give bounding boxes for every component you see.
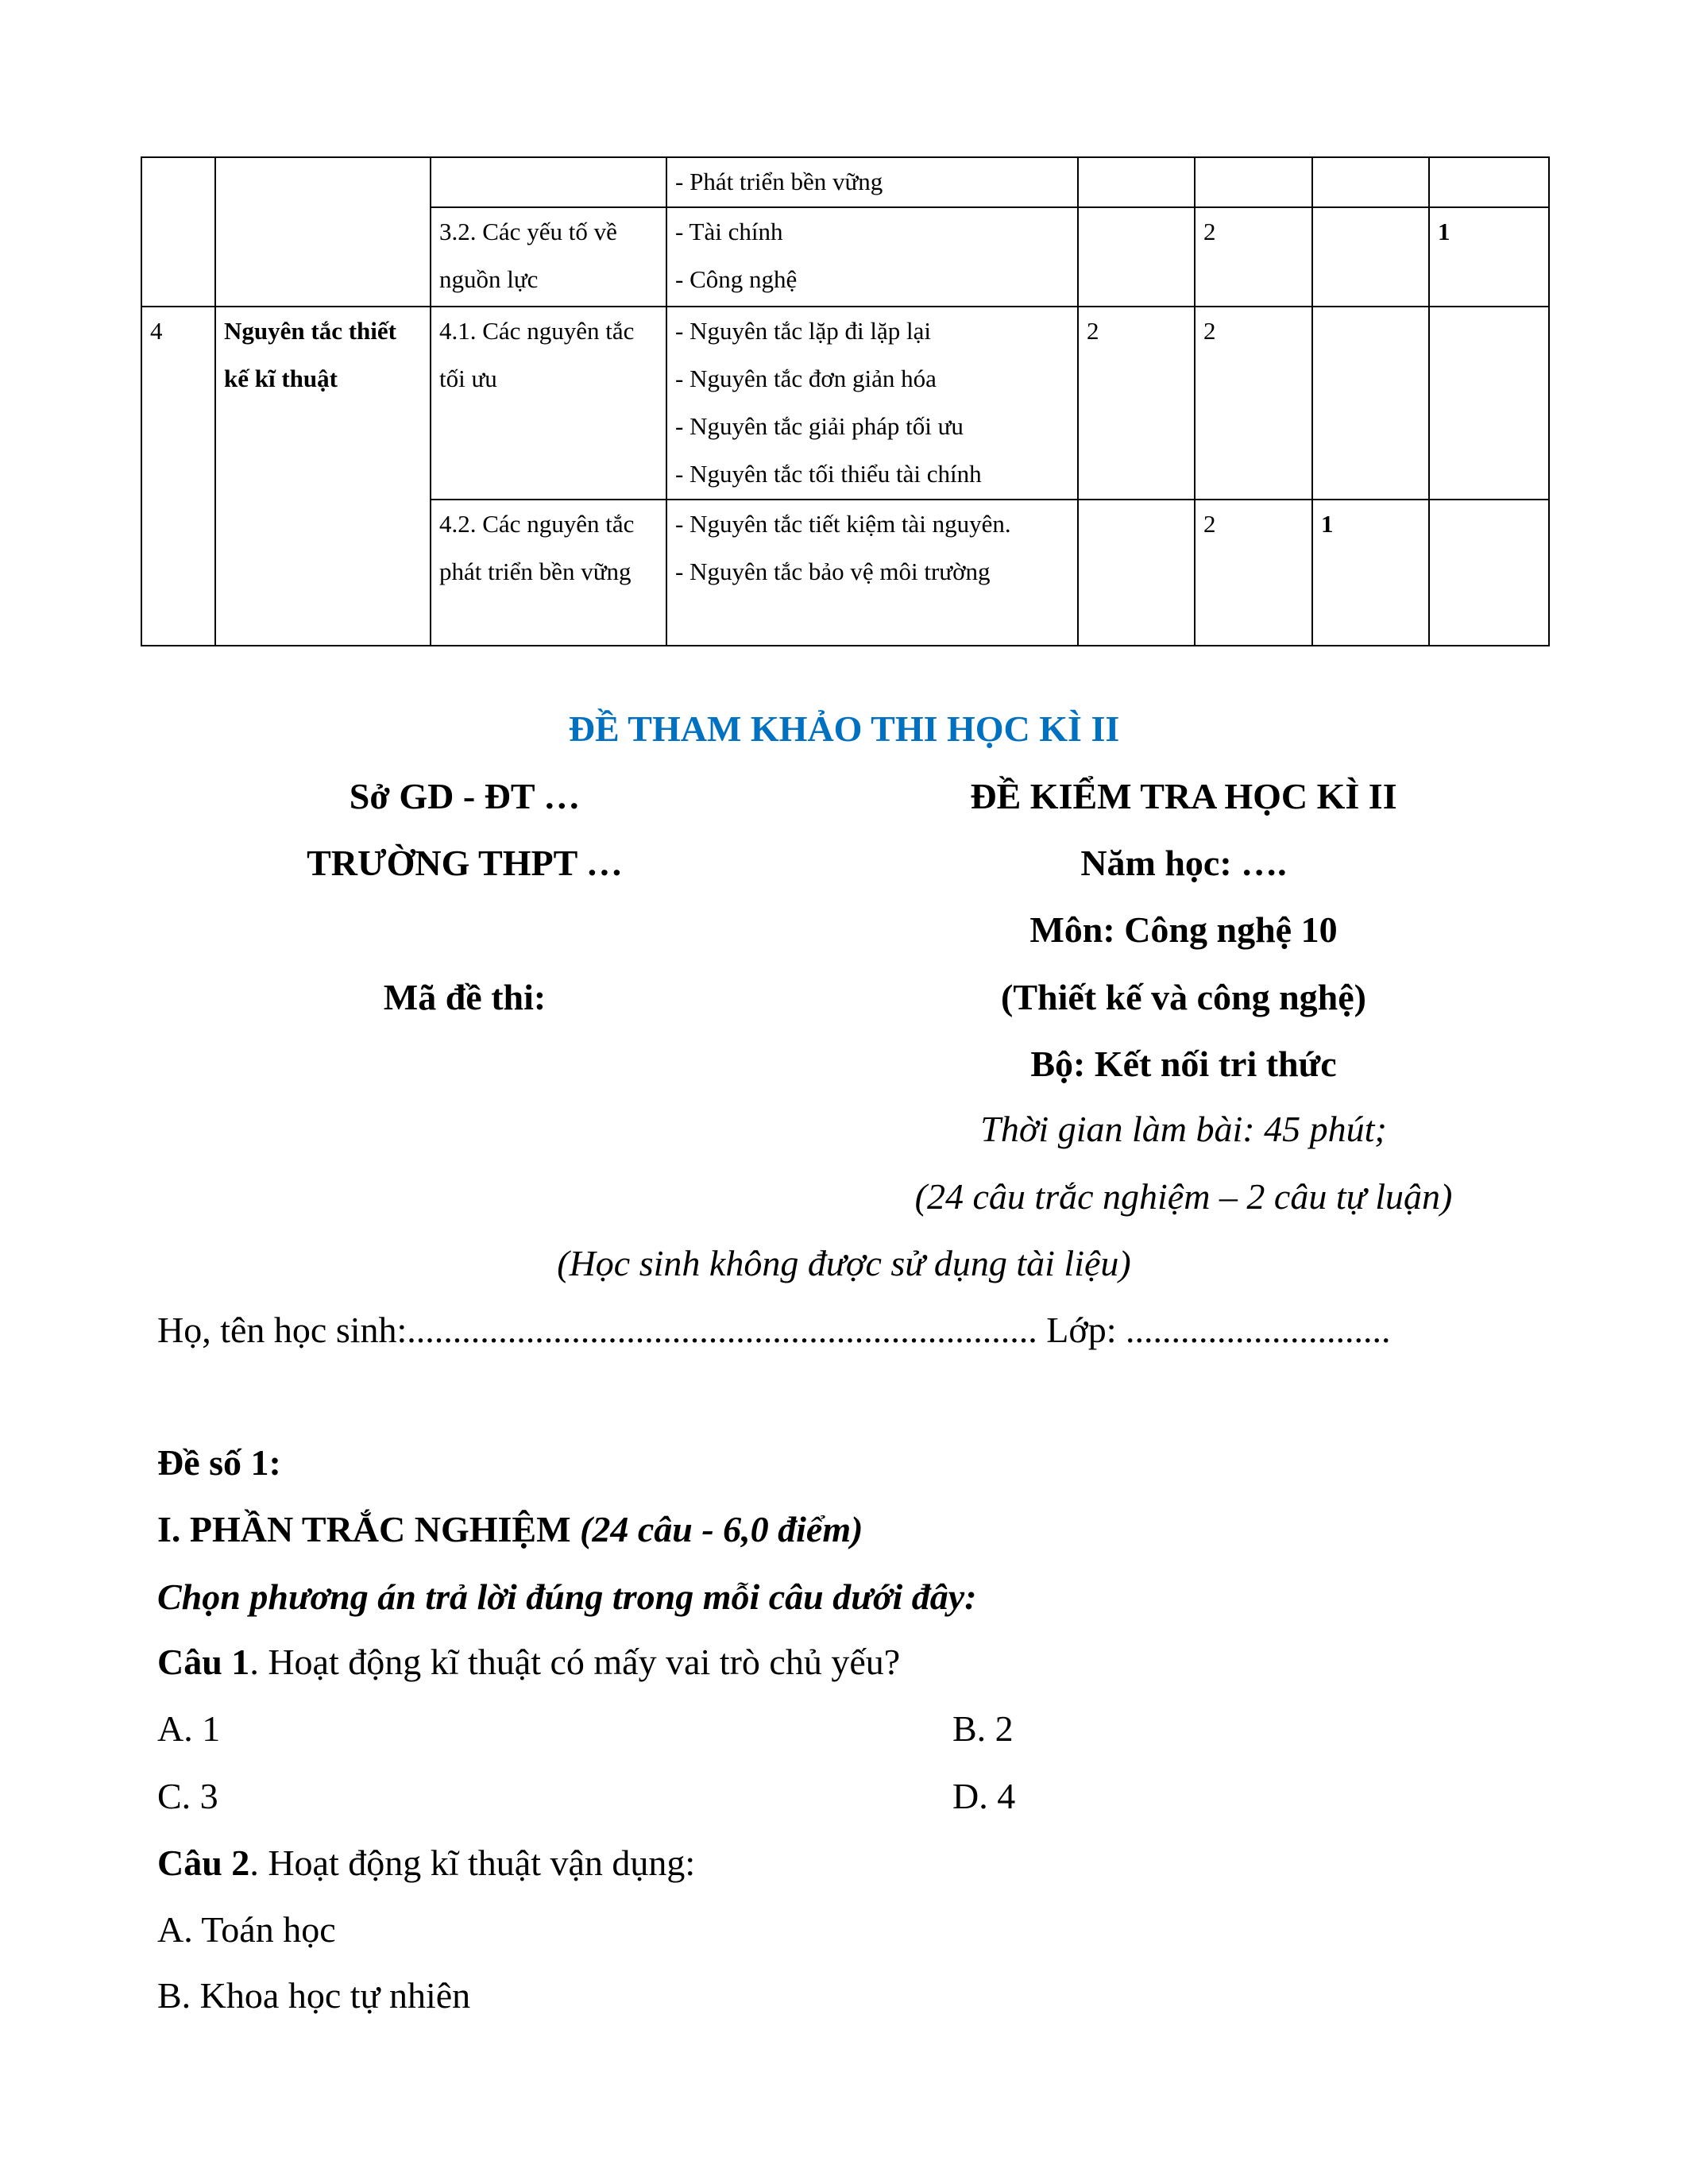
content-line: - Phát triển bền vững — [675, 168, 883, 195]
content-line: - Nguyên tắc bảo vệ môi trường — [675, 558, 991, 585]
question-text: . Hoạt động kĩ thuật vận dụng: — [249, 1843, 696, 1883]
cell-c4 — [1429, 157, 1549, 207]
question-2 — [157, 1830, 695, 1897]
student-info-line: Họ, tên học sinh:..................................................................... Lớp: ............................. — [157, 1310, 1391, 1350]
content-line: - Nguyên tắc tối thiểu tài chính — [675, 460, 982, 488]
school-year: Năm học: …. — [1080, 843, 1287, 883]
question-label: Câu 2 — [157, 1843, 250, 1883]
option-b: B. 2 — [952, 1708, 1014, 1749]
exam-heading: ĐỀ KIỂM TRA HỌC KÌ II — [970, 776, 1397, 816]
cell-sub: 4.1. Các nguyên tắc tối ưu — [431, 307, 666, 500]
exam-structure: (24 câu trắc nghiệm – 2 câu tự luận) — [914, 1176, 1453, 1217]
instruction: Chọn phương án trả lời đúng trong mỗi câu dưới đây: — [157, 1576, 977, 1617]
question-1 — [157, 1629, 900, 1696]
table-row — [141, 307, 1549, 500]
cell-topic — [215, 157, 431, 307]
subject-branch: (Thiết kế và công nghệ) — [1001, 977, 1366, 1017]
cell-c2: 2 — [1195, 207, 1312, 307]
cell-topic: Nguyên tắc thiết kế kĩ thuật — [215, 307, 431, 646]
exam-note: (Học sinh không được sử dụng tài liệu) — [557, 1243, 1131, 1283]
exam-number: Đề số 1: — [157, 1442, 281, 1483]
part-1-heading — [157, 1496, 863, 1563]
cell-c1 — [1078, 500, 1195, 646]
exam-title: ĐỀ THAM KHẢO THI HỌC KÌ II — [568, 708, 1120, 749]
cell-c2: 2 — [1195, 307, 1312, 500]
cell-c1: 2 — [1078, 307, 1195, 500]
cell-content — [666, 207, 1078, 307]
time-limit: Thời gian làm bài: 45 phút; — [980, 1109, 1387, 1149]
option-b: B. Khoa học tự nhiên — [157, 1975, 471, 2016]
cell-c3 — [1312, 307, 1429, 500]
exam-code-label: Mã đề thi: — [383, 977, 547, 1017]
cell-c3 — [1312, 157, 1429, 207]
cell-content — [666, 307, 1078, 500]
cell-c4 — [1429, 500, 1549, 646]
exam-matrix-table — [141, 156, 1550, 646]
content-line: - Nguyên tắc giải pháp tối ưu — [675, 412, 964, 440]
content-line: - Nguyên tắc tiết kiệm tài nguyên. — [675, 510, 1011, 538]
cell-c1 — [1078, 157, 1195, 207]
cell-c2 — [1195, 157, 1312, 207]
part-points: (24 câu - 6,0 điểm) — [580, 1509, 863, 1549]
cell-c4: 1 — [1429, 207, 1549, 307]
cell-c2: 2 — [1195, 500, 1312, 646]
school-name: TRƯỜNG THPT … — [307, 843, 623, 883]
cell-sub: 3.2. Các yếu tố về nguồn lực — [431, 207, 666, 307]
cell-c3 — [1312, 207, 1429, 307]
content-line: - Nguyên tắc đơn giản hóa — [675, 365, 937, 392]
cell-no — [141, 157, 215, 307]
department: Sở GD - ĐT … — [349, 776, 581, 816]
question-label: Câu 1 — [157, 1642, 250, 1682]
textbook-series: Bộ: Kết nối tri thức — [1030, 1044, 1337, 1084]
cell-c4 — [1429, 307, 1549, 500]
cell-no: 4 — [141, 307, 215, 646]
cell-c3: 1 — [1312, 500, 1429, 646]
option-d: D. 4 — [952, 1776, 1016, 1816]
part-label: I. PHẦN TRẮC NGHIỆM — [157, 1509, 581, 1549]
question-text: . Hoạt động kĩ thuật có mấy vai trò chủ yếu? — [249, 1642, 901, 1682]
cell-c1 — [1078, 207, 1195, 307]
content-line: - Công nghệ — [675, 265, 798, 293]
option-a: A. 1 — [157, 1708, 221, 1749]
subject: Môn: Công nghệ 10 — [1029, 909, 1338, 950]
cell-content — [666, 500, 1078, 646]
option-c: C. 3 — [157, 1776, 218, 1816]
content-line: - Tài chính — [675, 218, 783, 245]
cell-content — [666, 157, 1078, 207]
cell-sub — [431, 157, 666, 207]
table-row — [141, 157, 1549, 207]
content-line: - Nguyên tắc lặp đi lặp lại — [675, 317, 931, 345]
option-a: A. Toán học — [157, 1909, 336, 1950]
cell-sub: 4.2. Các nguyên tắc phát triển bền vững — [431, 500, 666, 646]
